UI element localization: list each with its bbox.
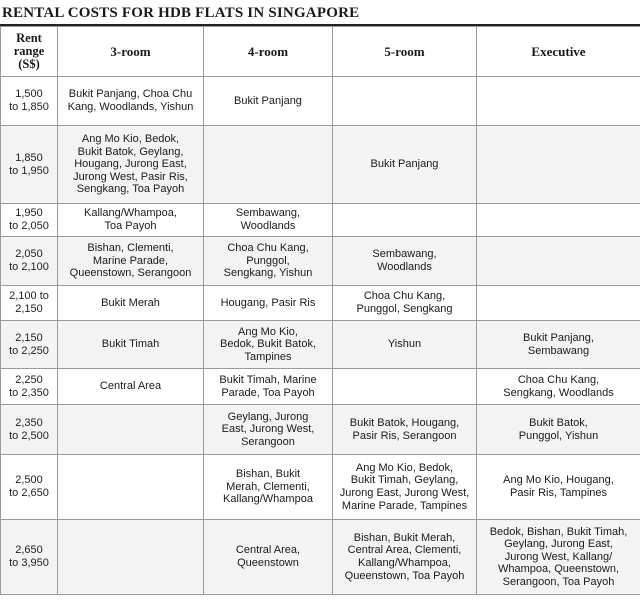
- cell-5-room: Ang Mo Kio, Bedok, Bukit Timah, Geylang, Jurong East, Jurong West, Marine Parade, Tampines: [333, 455, 477, 520]
- col-header-5-room: 5-room: [333, 27, 477, 77]
- cell-5-room: Bishan, Bukit Merah, Central Area, Clementi, Kallang/Whampoa, Queenstown, Toa Payoh: [333, 520, 477, 595]
- cell-range: 2,150 to 2,250: [1, 321, 58, 369]
- cell-3-room: [58, 520, 204, 595]
- col-header-range: Rent range (S$): [1, 27, 58, 77]
- cell-executive: [477, 237, 640, 286]
- cell-4-room: Bishan, Bukit Merah, Clementi, Kallang/Whampoa: [204, 455, 333, 520]
- cell-executive: Bedok, Bishan, Bukit Timah, Geylang, Jurong East, Jurong West, Kallang/ Whampoa, Queenstown, Serangoon, Toa Payoh: [477, 520, 640, 595]
- cell-3-room: Ang Mo Kio, Bedok, Bukit Batok, Geylang, Hougang, Jurong East, Jurong West, Pasir Ris, Sengkang, Toa Payoh: [58, 126, 204, 204]
- cell-3-room: [58, 405, 204, 455]
- cell-range: 1,850 to 1,950: [1, 126, 58, 204]
- cell-range: 1,950 to 2,050: [1, 204, 58, 237]
- table-row: [1, 286, 640, 321]
- header-row: [1, 27, 640, 77]
- table-row: [1, 520, 640, 595]
- cell-4-room: Bukit Panjang: [204, 77, 333, 126]
- cell-3-room: [58, 455, 204, 520]
- table-row: [1, 369, 640, 405]
- cell-5-room: [333, 369, 477, 405]
- cell-4-room: Central Area, Queenstown: [204, 520, 333, 595]
- cell-executive: Ang Mo Kio, Hougang, Pasir Ris, Tampines: [477, 455, 640, 520]
- table-row: [1, 126, 640, 204]
- cell-4-room: Geylang, Jurong East, Jurong West, Serangoon: [204, 405, 333, 455]
- cell-executive: Choa Chu Kang, Sengkang, Woodlands: [477, 369, 640, 405]
- cell-5-room: Choa Chu Kang, Punggol, Sengkang: [333, 286, 477, 321]
- table-row: [1, 321, 640, 369]
- cell-3-room: Bukit Merah: [58, 286, 204, 321]
- table-body: [1, 77, 640, 595]
- col-header-3-room: 3-room: [58, 27, 204, 77]
- cell-range: 2,050 to 2,100: [1, 237, 58, 286]
- cell-executive: [477, 204, 640, 237]
- rental-table: [0, 26, 640, 595]
- cell-5-room: [333, 77, 477, 126]
- cell-5-room: Bukit Batok, Hougang, Pasir Ris, Serangoon: [333, 405, 477, 455]
- cell-3-room: Central Area: [58, 369, 204, 405]
- cell-range: 1,500 to 1,850: [1, 77, 58, 126]
- cell-3-room: Bishan, Clementi, Marine Parade, Queenstown, Serangoon: [58, 237, 204, 286]
- cell-executive: [477, 286, 640, 321]
- cell-executive: [477, 77, 640, 126]
- cell-4-room: [204, 126, 333, 204]
- cell-4-room: Hougang, Pasir Ris: [204, 286, 333, 321]
- cell-range: 2,250 to 2,350: [1, 369, 58, 405]
- table-row: [1, 204, 640, 237]
- table-title: RENTAL COSTS FOR HDB FLATS IN SINGAPORE: [0, 0, 640, 26]
- cell-range: 2,350 to 2,500: [1, 405, 58, 455]
- cell-4-room: Bukit Timah, Marine Parade, Toa Payoh: [204, 369, 333, 405]
- table-row: [1, 77, 640, 126]
- table-row: [1, 405, 640, 455]
- col-header-4-room: 4-room: [204, 27, 333, 77]
- cell-executive: Bukit Batok, Punggol, Yishun: [477, 405, 640, 455]
- cell-range: 2,500 to 2,650: [1, 455, 58, 520]
- cell-3-room: Bukit Timah: [58, 321, 204, 369]
- cell-5-room: Yishun: [333, 321, 477, 369]
- cell-3-room: Kallang/Whampoa, Toa Payoh: [58, 204, 204, 237]
- cell-5-room: Sembawang, Woodlands: [333, 237, 477, 286]
- cell-5-room: [333, 204, 477, 237]
- cell-4-room: Ang Mo Kio, Bedok, Bukit Batok, Tampines: [204, 321, 333, 369]
- cell-4-room: Choa Chu Kang, Punggol, Sengkang, Yishun: [204, 237, 333, 286]
- table-row: [1, 455, 640, 520]
- cell-executive: [477, 126, 640, 204]
- cell-range: 2,100 to 2,150: [1, 286, 58, 321]
- cell-executive: Bukit Panjang, Sembawang: [477, 321, 640, 369]
- cell-3-room: Bukit Panjang, Choa Chu Kang, Woodlands, Yishun: [58, 77, 204, 126]
- cell-4-room: Sembawang, Woodlands: [204, 204, 333, 237]
- cell-5-room: Bukit Panjang: [333, 126, 477, 204]
- table-row: [1, 237, 640, 286]
- col-header-executive: Executive: [477, 27, 640, 77]
- cell-range: 2,650 to 3,950: [1, 520, 58, 595]
